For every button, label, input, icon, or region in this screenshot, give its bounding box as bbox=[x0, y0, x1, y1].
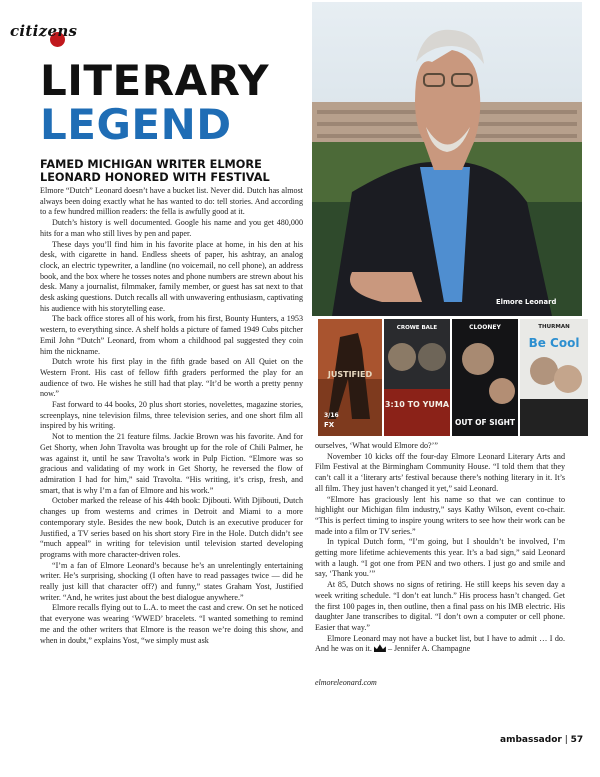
paragraph: Dutch wrote his first play in the fifth grade based on All Quiet on the Western Front. His cast of fellow fifth graders performed the play for an audience of two. He wishes he still had that play. “It’d be worth a pretty penny now.” bbox=[40, 357, 303, 399]
article-column-left bbox=[40, 186, 303, 646]
subheadline: FAMED MICHIGAN WRITER ELMORE LEONARD HONORED WITH FESTIVAL bbox=[40, 158, 270, 184]
article-column-right bbox=[315, 441, 565, 655]
photo-credit: elmoreleonard.com bbox=[315, 678, 377, 687]
portrait-photo bbox=[312, 2, 582, 316]
paragraph: Elmore “Dutch” Leonard doesn’t have a bucket list. Never did. Dutch has almost always been doing exactly what he has wanted to do: tell stories. And according to a few hundred million readers: the fella is awfully good at it. bbox=[40, 186, 303, 217]
poster-4-title: Be Cool bbox=[528, 336, 580, 350]
section-label: citizens bbox=[10, 22, 78, 40]
paragraph: “I’m a fan of Elmore Leonard’s because he’s an unrelentingly entertaining writer. He’s surprising, shocking (I often have to read passages twice — did he really just kill that character off?) and funny,” states Graham Yost, Justified writer. “And, he writes just about the best dialogue anywhere.” bbox=[40, 560, 303, 602]
paragraph: The back office stores all of his work, from his first, Bounty Hunters, a 1953 western, to everything since. A shelf holds a picture of famed 1949 Cubs pitcher Emil John “Dutch” Leonard, from whom a childhood pal suggested they coin him the nickname. bbox=[40, 314, 303, 356]
poster-2-names: CROWE BALE bbox=[396, 325, 438, 331]
paragraph: Dutch’s history is well documented. Google his name and you get 480,000 hits for a man who still lives by pen and paper. bbox=[40, 218, 303, 238]
paragraph: ourselves, ‘What would Elmore do?’” bbox=[315, 441, 438, 450]
poster-2-title: 3:10 TO YUMA bbox=[384, 400, 450, 409]
poster-out-of-sight bbox=[452, 319, 518, 436]
footer-separator: | bbox=[564, 735, 568, 745]
paragraph-final bbox=[315, 634, 565, 655]
paragraph: At 85, Dutch shows no signs of retiring. He still keeps his seven day a week writing schedule. “I don’t eat lunch.” His process hasn’t changed. Get the first 100 pages in, then outline, then a final pass on his IMB electric. His daughter Jane transcribes to digital. “I don’t own a computer or cell phone. Easier that way.” bbox=[315, 580, 565, 632]
page-footer bbox=[500, 735, 583, 745]
paragraph: October marked the release of his 44th book: Djibouti. With Djibouti, Dutch changes up from westerns and crimes in Detroit and Miami to a more contemporary style. Besides the new book, Dutch is an executive producer for Justified, a TV series based on his short story Fire in the Hole. Dutch didn’t see “much appeal” in writing for television until television started developing programs with more character-driven roles. bbox=[40, 496, 303, 559]
film-posters bbox=[318, 319, 588, 436]
poster-310-to-yuma bbox=[384, 319, 450, 436]
crown-icon bbox=[374, 644, 386, 652]
paragraph: “Elmore has graciously lent his name so that we can continue to highlight our Michigan film industry,” says Kathy Wilson, event co-chair. “This is perfect timing to inspire young writers to see how their work can be made into a film or TV series.” bbox=[315, 494, 565, 536]
poster-be-cool bbox=[520, 319, 588, 436]
paragraph: Elmore recalls flying out to L.A. to meet the cast and crew. On set he noticed that everyone was wearing ‘WWED’ bracelets. “I wanted something to remind me and the other writers that Elmore is the reason we’re doing this show, and when in doubt,” explains Yost, “we simply must ask bbox=[40, 603, 303, 645]
paragraph: Not to mention the 21 feature films. Jackie Brown was his favorite. And for Get Shorty, when John Travolta was brought up for the role of Chili Palmer, he was against it, until he saw Travolta’s work in Pulp Fiction. “Elmore was so gracious and validating of my work in Get Shorty, he reversed the flow of admiration I had for him,” said Travolta. “His writing, it’s crisp, fresh, and smart, that is why I’m a fan of Elmore and his work.” bbox=[40, 432, 303, 495]
magazine-name: ambassador bbox=[500, 735, 562, 745]
headline-line-2: LEGEND bbox=[40, 100, 232, 149]
poster-3-name: CLOONEY bbox=[469, 324, 501, 331]
poster-1-title: JUSTIFIED bbox=[327, 370, 373, 379]
paragraph: November 10 kicks off the four-day Elmore Leonard Literary Arts and Film Festival at the Birmingham Community House. “I told them that they can’t call it a ‘literary arts’ festival because there’s nothing literary in it. It’s all film. They just haven’t changed it yet,” said Leonard. bbox=[315, 451, 565, 493]
author-byline: – Jennifer A. Champagne bbox=[387, 644, 471, 654]
poster-justified bbox=[318, 319, 382, 436]
headline-line-1: LITERARY bbox=[40, 56, 270, 105]
paragraph-final-text: Elmore Leonard may not have a bucket list, but I have to admit … I do. And he was on it. bbox=[315, 633, 565, 654]
photo-caption: Elmore Leonard bbox=[496, 298, 557, 306]
page-number: 57 bbox=[570, 735, 584, 745]
poster-1-date: 3/16 bbox=[324, 412, 339, 419]
poster-3-title: OUT OF SIGHT bbox=[454, 418, 516, 427]
paragraph: In typical Dutch form, “I’m going, but I shouldn’t be involved, I’m getting more lifetime achievements this year. It’s a bad sign,” said Leonard with a laugh. “I got one from PEN and two others. I just go and smile and say, ‘Thank you.’” bbox=[315, 537, 565, 579]
poster-4-name: THURMAN bbox=[538, 324, 570, 330]
paragraph: Fast forward to 44 books, 20 plus short stories, novelettes, magazine stories, screenplays, nine television films, three television series, and one short film all inspired by his writing. bbox=[40, 400, 303, 431]
paragraph: These days you’ll find him in his favorite place at home, in his den at his desk, with cigarette in hand. Endless sheets of paper, his ashtray, an analog clock, an electric typewriter, a landline (no voicemail, no cell phone), an address book, and the box where he tosses notes and phone numbers are strewn about his desk. Many a journalist, filmmaker, family member, or guest has sat next to that desk asking questions. Dutch recalls all with unwavering enthusiasm, captivating his audience with his storytelling ease. bbox=[40, 239, 303, 313]
poster-1-network: FX bbox=[324, 421, 335, 429]
